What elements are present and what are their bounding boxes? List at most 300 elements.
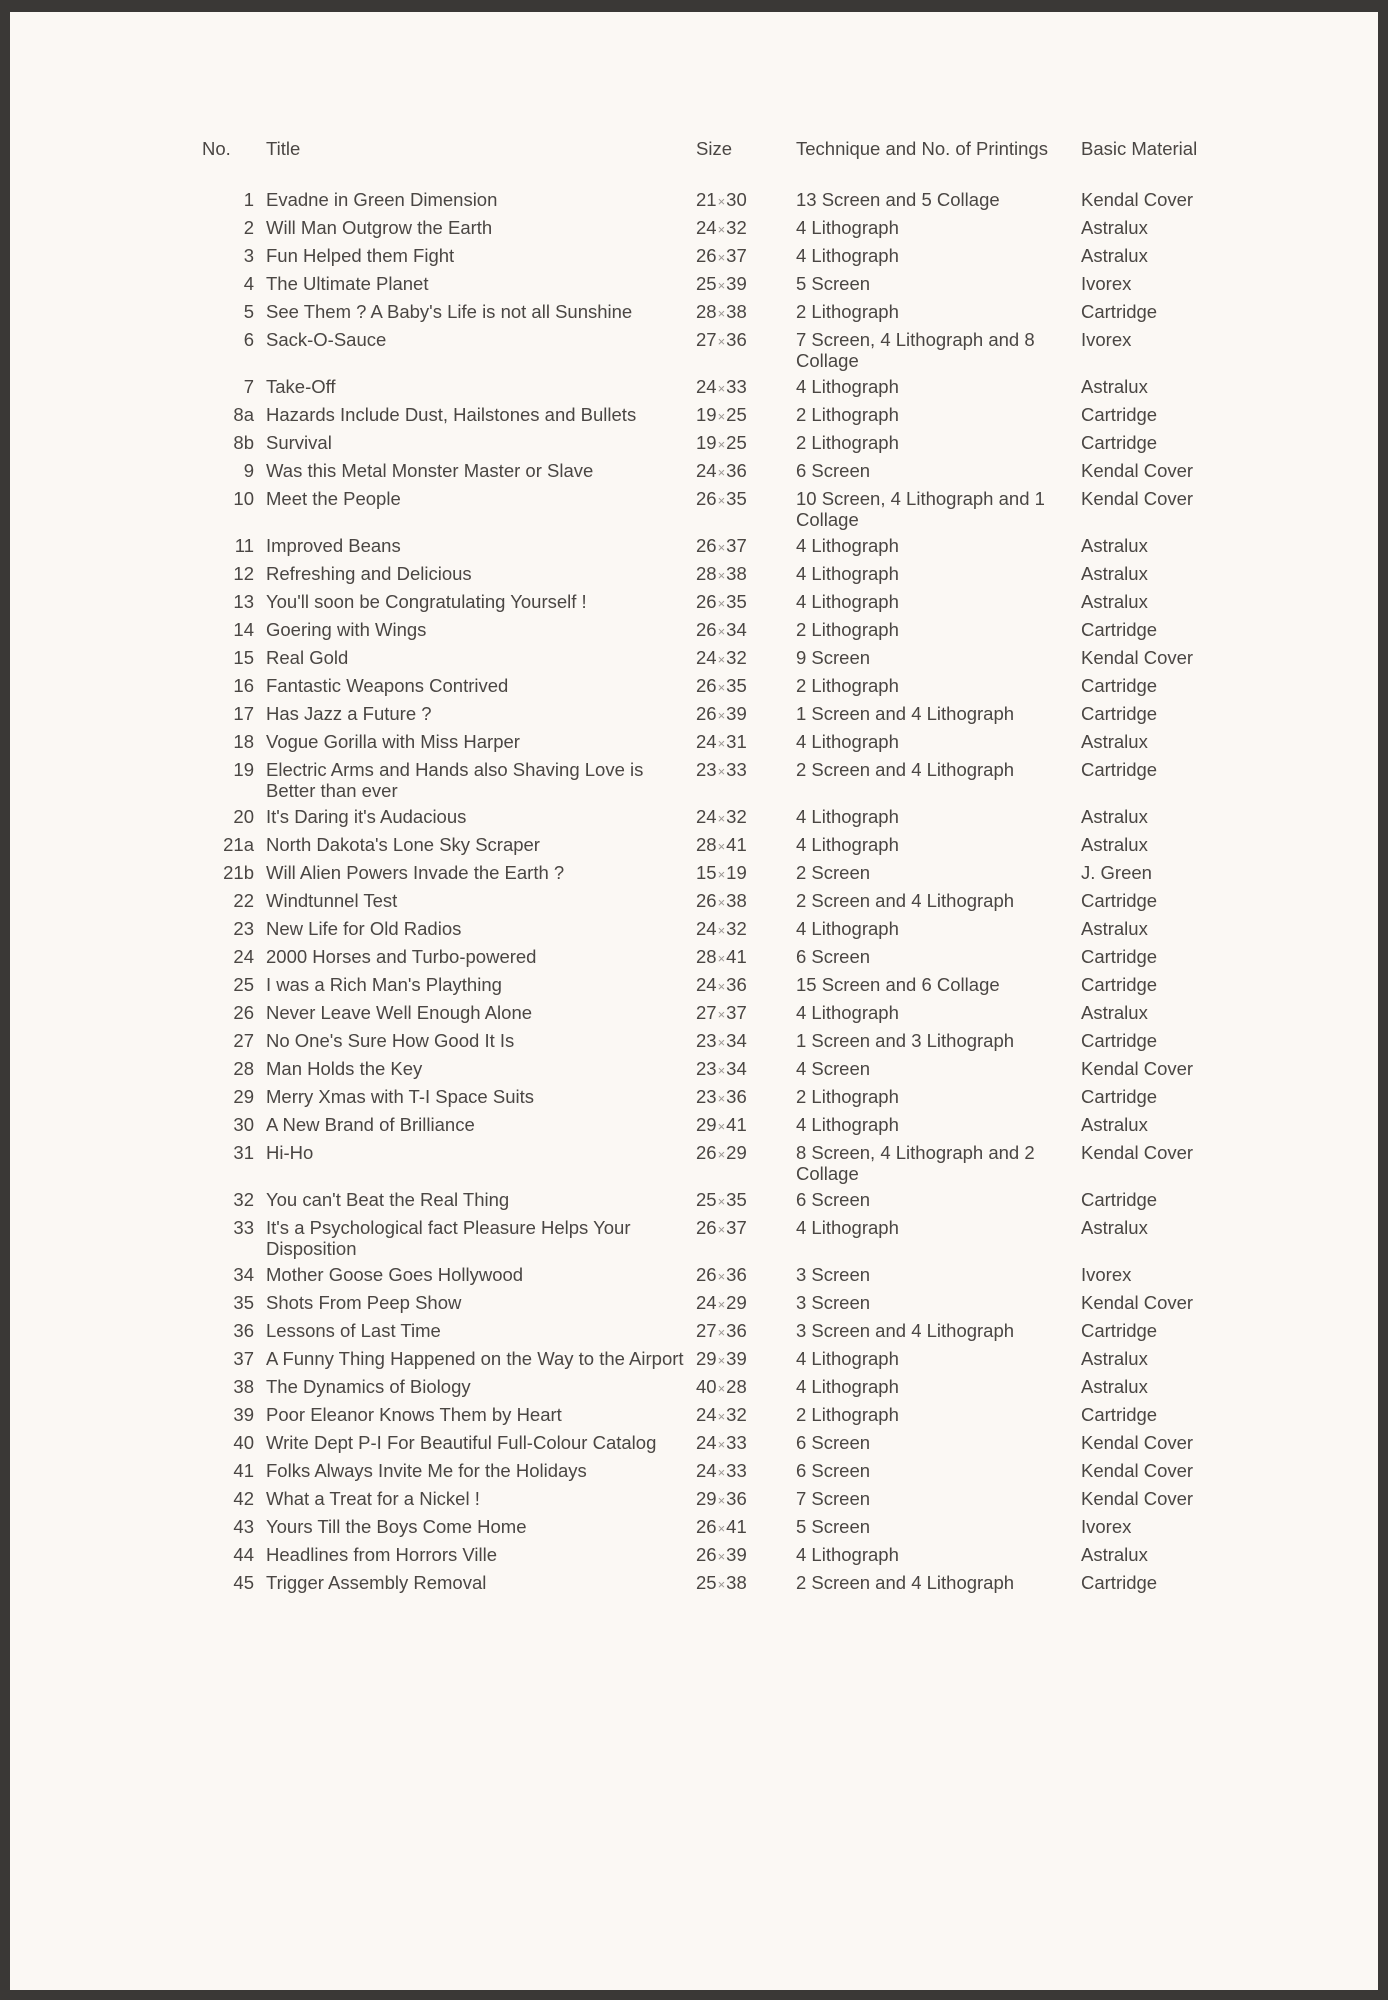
size-height: 29 <box>726 1142 747 1163</box>
table-row <box>202 974 1241 1002</box>
row-number: 14 <box>233 619 254 640</box>
table-row <box>202 946 1241 974</box>
row-number: 25 <box>233 974 254 995</box>
row-material: Astralux <box>1081 591 1148 612</box>
row-size <box>696 1030 796 1058</box>
document-page <box>10 12 1378 1990</box>
times-sign: × <box>717 624 726 639</box>
row-title: Headlines from Horrors Ville <box>266 1544 497 1565</box>
size-width: 29 <box>696 1348 717 1369</box>
size-width: 24 <box>696 460 717 481</box>
row-title: Hazards Include Dust, Hailstones and Bullets <box>266 404 637 425</box>
size-width: 26 <box>696 488 717 509</box>
table-row <box>202 890 1241 918</box>
row-material: Cartridge <box>1081 619 1158 640</box>
table-row <box>202 376 1241 404</box>
row-material: Astralux <box>1081 1376 1148 1397</box>
table-row <box>202 1348 1241 1376</box>
row-technique: 13 Screen and 5 Collage <box>796 189 1000 210</box>
row-title: Vogue Gorilla with Miss Harper <box>266 731 520 752</box>
table-row <box>202 217 1241 245</box>
row-size <box>696 890 796 918</box>
row-title: No One's Sure How Good It Is <box>266 1030 515 1051</box>
times-sign: × <box>717 1577 726 1592</box>
table-row <box>202 432 1241 460</box>
row-material: Astralux <box>1081 217 1148 238</box>
row-number: 2 <box>243 217 254 238</box>
times-sign: × <box>717 1194 726 1209</box>
times-sign: × <box>717 1381 726 1396</box>
row-material: Kendal Cover <box>1081 1058 1194 1079</box>
row-technique: 4 Lithograph <box>796 731 899 752</box>
row-number: 31 <box>233 1142 254 1163</box>
row-title: Take-Off <box>266 376 336 397</box>
size-width: 27 <box>696 329 717 350</box>
size-height: 35 <box>726 591 747 612</box>
row-size <box>696 675 796 703</box>
row-title: A Funny Thing Happened on the Way to the Airport <box>266 1348 684 1369</box>
row-number: 8a <box>233 404 254 425</box>
times-sign: × <box>717 465 726 480</box>
row-technique: 4 Lithograph <box>796 1348 899 1369</box>
row-technique: 8 Screen, 4 Lithograph and 2 Collage <box>796 1142 1035 1184</box>
times-sign: × <box>717 1091 726 1106</box>
size-width: 29 <box>696 1114 717 1135</box>
row-title: Poor Eleanor Knows Them by Heart <box>266 1404 562 1425</box>
size-width: 40 <box>696 1376 717 1397</box>
row-number: 45 <box>233 1572 254 1593</box>
header-no: No. <box>202 138 231 159</box>
times-sign: × <box>717 409 726 424</box>
row-size <box>696 759 796 806</box>
header-technique: Technique and No. of Printings <box>796 138 1048 159</box>
times-sign: × <box>717 381 726 396</box>
times-sign: × <box>717 1063 726 1078</box>
row-title: Man Holds the Key <box>266 1058 423 1079</box>
row-size <box>696 703 796 731</box>
row-material: Astralux <box>1081 245 1148 266</box>
row-number: 12 <box>233 563 254 584</box>
row-material: Cartridge <box>1081 301 1158 322</box>
row-size <box>696 1217 796 1264</box>
row-number: 24 <box>233 946 254 967</box>
row-material: Kendal Cover <box>1081 1488 1194 1509</box>
size-width: 26 <box>696 675 717 696</box>
row-material: Cartridge <box>1081 974 1158 995</box>
size-width: 24 <box>696 647 717 668</box>
row-size <box>696 862 796 890</box>
row-size <box>696 619 796 647</box>
row-number: 3 <box>243 245 254 266</box>
row-technique: 2 Screen and 4 Lithograph <box>796 759 1015 780</box>
row-technique: 4 Lithograph <box>796 1544 899 1565</box>
row-size <box>696 488 796 535</box>
times-sign: × <box>717 278 726 293</box>
row-number: 33 <box>233 1217 254 1238</box>
row-number: 11 <box>234 535 254 556</box>
row-size <box>696 563 796 591</box>
times-sign: × <box>717 568 726 583</box>
row-size <box>696 1002 796 1030</box>
row-material: Cartridge <box>1081 675 1158 696</box>
row-number: 40 <box>233 1432 254 1453</box>
row-technique: 4 Lithograph <box>796 376 899 397</box>
times-sign: × <box>717 680 726 695</box>
size-width: 26 <box>696 1217 717 1238</box>
row-title: North Dakota's Lone Sky Scraper <box>266 834 540 855</box>
row-title: Electric Arms and Hands also Shaving Love is Better than ever <box>266 759 644 801</box>
times-sign: × <box>717 839 726 854</box>
row-size <box>696 946 796 974</box>
row-number: 35 <box>233 1292 254 1313</box>
row-title: Has Jazz a Future ? <box>266 703 432 724</box>
table-row <box>202 1460 1241 1488</box>
row-size <box>696 404 796 432</box>
table-row <box>202 488 1241 535</box>
size-width: 26 <box>696 890 717 911</box>
row-technique: 7 Screen, 4 Lithograph and 8 Collage <box>796 329 1035 371</box>
table-row <box>202 1572 1241 1600</box>
size-width: 27 <box>696 1002 717 1023</box>
row-size <box>696 1460 796 1488</box>
row-material: Astralux <box>1081 806 1148 827</box>
row-technique: 4 Lithograph <box>796 563 899 584</box>
size-width: 15 <box>696 862 717 883</box>
size-width: 23 <box>696 1086 717 1107</box>
times-sign: × <box>717 811 726 826</box>
row-size <box>696 245 796 273</box>
row-technique: 1 Screen and 3 Lithograph <box>796 1030 1015 1051</box>
size-height: 33 <box>726 376 747 397</box>
row-technique: 6 Screen <box>796 946 871 967</box>
times-sign: × <box>717 1437 726 1452</box>
row-number: 21b <box>223 862 254 883</box>
row-title: Write Dept P-I For Beautiful Full-Colour Catalog <box>266 1432 657 1453</box>
header-material: Basic Material <box>1081 138 1198 159</box>
table-row <box>202 329 1241 376</box>
row-technique: 9 Screen <box>796 647 871 668</box>
size-width: 27 <box>696 1320 717 1341</box>
times-sign: × <box>717 1147 726 1162</box>
row-number: 34 <box>233 1264 254 1285</box>
size-width: 26 <box>696 1544 717 1565</box>
row-size <box>696 806 796 834</box>
times-sign: × <box>717 1409 726 1424</box>
times-sign: × <box>717 306 726 321</box>
row-number: 41 <box>233 1460 254 1481</box>
size-height: 30 <box>726 189 747 210</box>
times-sign: × <box>717 1035 726 1050</box>
row-technique: 2 Screen and 4 Lithograph <box>796 1572 1015 1593</box>
table-row <box>202 1217 1241 1264</box>
table-row <box>202 918 1241 946</box>
row-title: Will Alien Powers Invade the Earth ? <box>266 862 565 883</box>
row-material: Cartridge <box>1081 1404 1158 1425</box>
size-height: 32 <box>726 1404 747 1425</box>
size-height: 33 <box>726 1460 747 1481</box>
row-size <box>696 1189 796 1217</box>
row-material: Ivorex <box>1081 1516 1132 1537</box>
row-number: 22 <box>233 890 254 911</box>
row-technique: 6 Screen <box>796 1460 871 1481</box>
row-title: The Ultimate Planet <box>266 273 429 294</box>
row-material: Cartridge <box>1081 890 1158 911</box>
row-title: Real Gold <box>266 647 349 668</box>
row-technique: 2 Lithograph <box>796 1404 899 1425</box>
times-sign: × <box>717 1325 726 1340</box>
table-row <box>202 806 1241 834</box>
row-technique: 2 Screen and 4 Lithograph <box>796 890 1015 911</box>
catalog-table <box>202 138 1241 1600</box>
size-height: 31 <box>726 731 747 752</box>
row-material: Astralux <box>1081 1544 1148 1565</box>
size-height: 34 <box>726 619 747 640</box>
row-material: Kendal Cover <box>1081 1460 1194 1481</box>
size-width: 25 <box>696 1572 717 1593</box>
times-sign: × <box>717 1493 726 1508</box>
row-title: I was a Rich Man's Plaything <box>266 974 502 995</box>
row-number: 28 <box>233 1058 254 1079</box>
row-size <box>696 1320 796 1348</box>
row-size <box>696 1292 796 1320</box>
times-sign: × <box>717 923 726 938</box>
size-width: 19 <box>696 404 717 425</box>
row-size <box>696 1142 796 1189</box>
row-technique: 4 Lithograph <box>796 1376 899 1397</box>
size-width: 28 <box>696 946 717 967</box>
table-row <box>202 591 1241 619</box>
size-height: 39 <box>726 1348 747 1369</box>
row-material: Cartridge <box>1081 1572 1158 1593</box>
row-number: 6 <box>243 329 254 350</box>
times-sign: × <box>717 1222 726 1237</box>
row-technique: 4 Lithograph <box>796 535 899 556</box>
row-material: Kendal Cover <box>1081 1292 1194 1313</box>
times-sign: × <box>717 867 726 882</box>
row-title: It's Daring it's Audacious <box>266 806 467 827</box>
row-title: You'll soon be Congratulating Yourself ! <box>266 591 587 612</box>
table-row <box>202 1142 1241 1189</box>
row-material: Kendal Cover <box>1081 460 1194 481</box>
row-title: Improved Beans <box>266 535 401 556</box>
size-height: 32 <box>726 217 747 238</box>
times-sign: × <box>717 493 726 508</box>
size-width: 26 <box>696 1516 717 1537</box>
row-number: 42 <box>233 1488 254 1509</box>
catalog-body <box>202 189 1241 1600</box>
row-number: 5 <box>243 301 254 322</box>
times-sign: × <box>717 764 726 779</box>
row-technique: 4 Lithograph <box>796 245 899 266</box>
size-height: 36 <box>726 1488 747 1509</box>
table-row <box>202 1189 1241 1217</box>
size-width: 26 <box>696 619 717 640</box>
table-row <box>202 1404 1241 1432</box>
row-material: Kendal Cover <box>1081 647 1194 668</box>
row-material: J. Green <box>1081 862 1152 883</box>
size-width: 28 <box>696 301 717 322</box>
table-row <box>202 1086 1241 1114</box>
header-row <box>202 138 1241 189</box>
row-material: Astralux <box>1081 1114 1148 1135</box>
row-title: You can't Beat the Real Thing <box>266 1189 510 1210</box>
row-size <box>696 301 796 329</box>
row-size <box>696 376 796 404</box>
row-material: Cartridge <box>1081 1320 1158 1341</box>
size-height: 32 <box>726 806 747 827</box>
table-row <box>202 245 1241 273</box>
row-number: 27 <box>233 1030 254 1051</box>
table-row <box>202 1002 1241 1030</box>
times-sign: × <box>717 895 726 910</box>
row-size <box>696 1264 796 1292</box>
row-technique: 4 Lithograph <box>796 1002 899 1023</box>
row-title: A New Brand of Brilliance <box>266 1114 475 1135</box>
times-sign: × <box>717 540 726 555</box>
row-material: Ivorex <box>1081 273 1132 294</box>
row-technique: 4 Lithograph <box>796 918 899 939</box>
row-title: Trigger Assembly Removal <box>266 1572 487 1593</box>
table-row <box>202 703 1241 731</box>
size-width: 24 <box>696 731 717 752</box>
row-title: Meet the People <box>266 488 401 509</box>
times-sign: × <box>717 1269 726 1284</box>
size-height: 28 <box>726 1376 747 1397</box>
row-number: 19 <box>233 759 254 780</box>
row-number: 37 <box>233 1348 254 1369</box>
size-width: 26 <box>696 591 717 612</box>
row-title: Mother Goose Goes Hollywood <box>266 1264 524 1285</box>
table-row <box>202 1030 1241 1058</box>
size-width: 24 <box>696 1292 717 1313</box>
row-title: What a Treat for a Nickel ! <box>266 1488 480 1509</box>
row-technique: 3 Screen <box>796 1264 871 1285</box>
row-size <box>696 1058 796 1086</box>
times-sign: × <box>717 194 726 209</box>
row-number: 30 <box>233 1114 254 1135</box>
row-number: 26 <box>233 1002 254 1023</box>
times-sign: × <box>717 652 726 667</box>
size-height: 41 <box>726 946 747 967</box>
table-row <box>202 1058 1241 1086</box>
size-height: 36 <box>726 1086 747 1107</box>
row-technique: 10 Screen, 4 Lithograph and 1 Collage <box>796 488 1045 530</box>
row-material: Cartridge <box>1081 703 1158 724</box>
row-number: 21a <box>223 834 254 855</box>
row-material: Cartridge <box>1081 946 1158 967</box>
row-technique: 6 Screen <box>796 460 871 481</box>
row-technique: 5 Screen <box>796 1516 871 1537</box>
row-number: 39 <box>233 1404 254 1425</box>
size-width: 24 <box>696 1404 717 1425</box>
size-height: 33 <box>726 759 747 780</box>
row-size <box>696 1348 796 1376</box>
size-width: 23 <box>696 1030 717 1051</box>
size-width: 25 <box>696 273 717 294</box>
table-row <box>202 189 1241 217</box>
row-title: Goering with Wings <box>266 619 427 640</box>
row-size <box>696 1516 796 1544</box>
times-sign: × <box>717 334 726 349</box>
row-material: Ivorex <box>1081 329 1132 350</box>
size-height: 34 <box>726 1030 747 1051</box>
row-material: Astralux <box>1081 918 1148 939</box>
row-material: Astralux <box>1081 834 1148 855</box>
times-sign: × <box>717 1549 726 1564</box>
times-sign: × <box>717 1353 726 1368</box>
row-material: Astralux <box>1081 535 1148 556</box>
size-height: 37 <box>726 1217 747 1238</box>
row-size <box>696 432 796 460</box>
times-sign: × <box>717 596 726 611</box>
size-height: 38 <box>726 1572 747 1593</box>
row-size <box>696 1544 796 1572</box>
size-width: 26 <box>696 1264 717 1285</box>
table-row <box>202 1264 1241 1292</box>
row-title: Shots From Peep Show <box>266 1292 462 1313</box>
times-sign: × <box>717 1297 726 1312</box>
table-row <box>202 563 1241 591</box>
size-width: 21 <box>696 189 717 210</box>
row-material: Astralux <box>1081 563 1148 584</box>
row-number: 16 <box>233 675 254 696</box>
row-title: 2000 Horses and Turbo-powered <box>266 946 537 967</box>
size-height: 36 <box>726 460 747 481</box>
row-material: Cartridge <box>1081 759 1158 780</box>
size-height: 37 <box>726 535 747 556</box>
row-technique: 2 Lithograph <box>796 404 899 425</box>
row-technique: 3 Screen <box>796 1292 871 1313</box>
table-row <box>202 759 1241 806</box>
table-row <box>202 1376 1241 1404</box>
row-number: 13 <box>233 591 254 612</box>
times-sign: × <box>717 979 726 994</box>
size-width: 24 <box>696 1460 717 1481</box>
size-width: 26 <box>696 703 717 724</box>
row-title: Lessons of Last Time <box>266 1320 441 1341</box>
table-row <box>202 301 1241 329</box>
row-number: 44 <box>233 1544 254 1565</box>
table-row <box>202 731 1241 759</box>
row-technique: 1 Screen and 4 Lithograph <box>796 703 1015 724</box>
size-width: 25 <box>696 1189 717 1210</box>
row-size <box>696 1086 796 1114</box>
times-sign: × <box>717 736 726 751</box>
row-material: Kendal Cover <box>1081 189 1194 210</box>
size-height: 38 <box>726 301 747 322</box>
times-sign: × <box>717 1119 726 1134</box>
table-row <box>202 404 1241 432</box>
row-size <box>696 1432 796 1460</box>
times-sign: × <box>717 250 726 265</box>
row-size <box>696 834 796 862</box>
row-number: 8b <box>233 432 254 453</box>
row-title: The Dynamics of Biology <box>266 1376 471 1397</box>
row-size <box>696 591 796 619</box>
row-technique: 4 Lithograph <box>796 217 899 238</box>
row-number: 1 <box>243 189 254 210</box>
row-number: 4 <box>243 273 254 294</box>
row-technique: 4 Screen <box>796 1058 871 1079</box>
row-number: 29 <box>233 1086 254 1107</box>
row-title: Refreshing and Delicious <box>266 563 472 584</box>
row-material: Cartridge <box>1081 1030 1158 1051</box>
size-width: 24 <box>696 806 717 827</box>
times-sign: × <box>717 1465 726 1480</box>
row-technique: 2 Lithograph <box>796 1086 899 1107</box>
size-height: 32 <box>726 918 747 939</box>
table-row <box>202 619 1241 647</box>
